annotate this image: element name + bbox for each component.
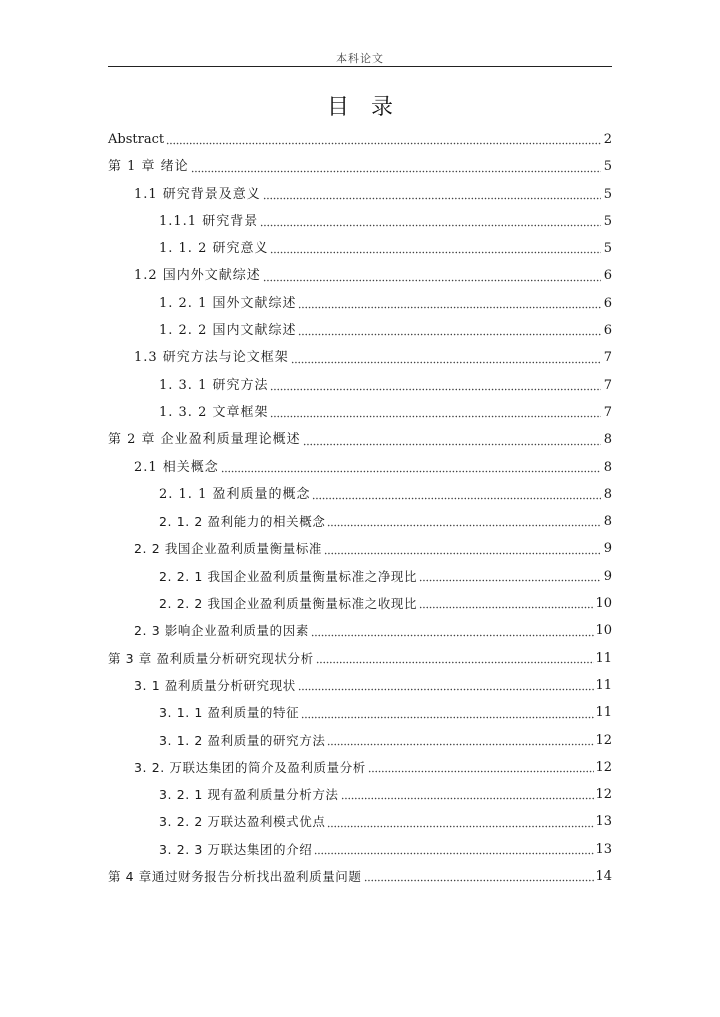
toc-entry-title: 2. 2 我国企业盈利质量衡量标准 xyxy=(134,541,323,557)
toc-entry-page-number: 5 xyxy=(603,213,612,229)
toc-entry[interactable] xyxy=(108,836,612,863)
toc-entry[interactable] xyxy=(108,508,612,535)
toc-leader-dots xyxy=(316,654,595,664)
toc-entry[interactable] xyxy=(108,481,612,508)
toc-list xyxy=(108,126,612,890)
toc-entry[interactable] xyxy=(108,208,612,235)
toc-entry-title: 第 1 章 绪论 xyxy=(108,159,189,175)
toc-entry-page-number: 7 xyxy=(603,377,612,393)
toc-leader-dots xyxy=(327,818,594,828)
toc-entry-title: 1.1.1 研究背景 xyxy=(159,213,259,229)
toc-entry-title: 第 2 章 企业盈利质量理论概述 xyxy=(108,432,301,448)
toc-entry-page-number: 5 xyxy=(603,159,612,175)
toc-entry-title: Abstract xyxy=(108,132,165,147)
toc-entry-page-number: 7 xyxy=(603,350,612,366)
toc-entry-title: 1. 1. 2 研究意义 xyxy=(159,241,269,257)
toc-entry[interactable] xyxy=(108,235,612,262)
toc-entry-page-number: 8 xyxy=(603,432,612,448)
toc-leader-dots xyxy=(419,572,601,582)
toc-entry-title: 2. 3 影响企业盈利质量的因素 xyxy=(134,623,309,639)
toc-entry-page-number: 5 xyxy=(603,186,612,202)
toc-entry[interactable] xyxy=(108,672,612,699)
toc-leader-dots xyxy=(327,736,594,746)
toc-entry-title: 2. 2. 1 我国企业盈利质量衡量标准之净现比 xyxy=(159,568,418,584)
toc-leader-dots xyxy=(314,845,594,855)
toc-leader-dots xyxy=(341,790,595,800)
toc-entry-title: 3. 2. 2 万联达盈利模式优点 xyxy=(159,814,326,830)
toc-entry-page-number: 2 xyxy=(603,132,612,147)
toc-entry[interactable] xyxy=(108,617,612,644)
toc-entry[interactable] xyxy=(108,426,612,453)
toc-entry-page-number: 11 xyxy=(595,677,612,693)
toc-entry-page-number: 6 xyxy=(603,323,612,339)
toc-entry[interactable] xyxy=(108,863,612,890)
toc-entry[interactable] xyxy=(108,181,612,208)
toc-entry-page-number: 11 xyxy=(595,650,612,666)
toc-leader-dots xyxy=(298,326,601,336)
toc-entry-title: 第 3 章 盈利质量分析研究现状分析 xyxy=(108,650,314,666)
toc-entry[interactable] xyxy=(108,754,612,781)
toc-entry[interactable] xyxy=(108,372,612,399)
toc-entry[interactable] xyxy=(108,535,612,562)
toc-entry-title: 3. 2. 1 现有盈利质量分析方法 xyxy=(159,787,339,803)
toc-leader-dots xyxy=(270,408,601,418)
toc-entry-page-number: 10 xyxy=(595,623,612,639)
toc-entry[interactable] xyxy=(108,454,612,481)
toc-entry-title: 第 4 章通过财务报告分析找出盈利质量问题 xyxy=(108,869,362,885)
toc-leader-dots xyxy=(270,244,601,254)
toc-entry[interactable] xyxy=(108,262,612,289)
toc-entry-title: 1. 3. 2 文章框架 xyxy=(159,404,269,420)
toc-leader-dots xyxy=(298,299,601,309)
toc-entry-title: 2.1 相关概念 xyxy=(134,459,219,475)
toc-leader-dots xyxy=(324,545,601,555)
toc-leader-dots xyxy=(191,163,601,173)
toc-leader-dots xyxy=(270,381,601,391)
toc-entry-page-number: 9 xyxy=(603,541,612,557)
toc-leader-dots xyxy=(327,517,601,527)
toc-entry[interactable] xyxy=(108,344,612,371)
toc-entry[interactable] xyxy=(108,699,612,726)
toc-entry[interactable] xyxy=(108,727,612,754)
toc-entry[interactable] xyxy=(108,317,612,344)
toc-entry-page-number: 8 xyxy=(603,514,612,530)
toc-leader-dots xyxy=(263,272,601,282)
toc-leader-dots xyxy=(312,490,601,500)
toc-title: 目录 xyxy=(326,95,415,120)
toc-entry-page-number: 11 xyxy=(595,705,612,721)
toc-entry-page-number: 10 xyxy=(595,596,612,612)
toc-entry-page-number: 13 xyxy=(595,814,612,830)
toc-entry-page-number: 9 xyxy=(603,568,612,584)
toc-entry-title: 2. 1. 2 盈利能力的相关概念 xyxy=(159,514,326,530)
toc-entry-title: 1.3 研究方法与论文框架 xyxy=(134,350,289,366)
toc-entry[interactable] xyxy=(108,808,612,835)
toc-leader-dots xyxy=(311,627,595,637)
running-header: 本科论文 xyxy=(336,52,384,65)
toc-entry-page-number: 12 xyxy=(595,787,612,803)
toc-leader-dots xyxy=(303,436,601,446)
toc-entry-title: 2. 1. 1 盈利质量的概念 xyxy=(159,486,311,502)
toc-entry[interactable] xyxy=(108,126,612,153)
toc-entry-page-number: 12 xyxy=(595,732,612,748)
toc-entry[interactable] xyxy=(108,563,612,590)
toc-entry[interactable] xyxy=(108,645,612,672)
toc-entry-title: 2. 2. 2 我国企业盈利质量衡量标准之收现比 xyxy=(159,596,418,612)
toc-leader-dots xyxy=(260,217,601,227)
toc-leader-dots xyxy=(364,872,595,882)
toc-entry-title: 3. 1. 2 盈利质量的研究方法 xyxy=(159,732,326,748)
toc-entry-title: 1. 2. 1 国外文献综述 xyxy=(159,295,297,311)
toc-leader-dots xyxy=(298,681,595,691)
toc-entry-title: 3. 2. 3 万联达集团的介绍 xyxy=(159,841,313,857)
toc-leader-dots xyxy=(221,463,601,473)
toc-entry-title: 1. 3. 1 研究方法 xyxy=(159,377,269,393)
toc-entry-page-number: 8 xyxy=(603,486,612,502)
toc-leader-dots xyxy=(263,190,601,200)
toc-leader-dots xyxy=(291,354,601,364)
toc-leader-dots xyxy=(166,135,601,145)
toc-entry[interactable] xyxy=(108,153,612,180)
header-rule xyxy=(108,66,612,67)
toc-leader-dots xyxy=(368,763,595,773)
toc-entry-title: 3. 1 盈利质量分析研究现状 xyxy=(134,677,296,693)
toc-entry[interactable] xyxy=(108,590,612,617)
toc-leader-dots xyxy=(301,709,594,719)
toc-leader-dots xyxy=(419,599,594,609)
toc-entry-title: 3. 1. 1 盈利质量的特征 xyxy=(159,705,300,721)
toc-entry-title: 1.2 国内外文献综述 xyxy=(134,268,261,284)
toc-entry-title: 1. 2. 2 国内文献综述 xyxy=(159,323,297,339)
toc-entry-page-number: 14 xyxy=(595,869,612,885)
toc-entry-page-number: 6 xyxy=(603,268,612,284)
toc-entry-page-number: 13 xyxy=(595,841,612,857)
toc-entry-page-number: 8 xyxy=(603,459,612,475)
toc-entry-title: 3. 2. 万联达集团的简介及盈利质量分析 xyxy=(134,759,366,775)
toc-entry[interactable] xyxy=(108,290,612,317)
toc-entry-title: 1.1 研究背景及意义 xyxy=(134,186,261,202)
toc-entry[interactable] xyxy=(108,399,612,426)
toc-entry-page-number: 12 xyxy=(595,759,612,775)
toc-entry[interactable] xyxy=(108,781,612,808)
toc-entry-page-number: 7 xyxy=(603,404,612,420)
toc-entry-page-number: 5 xyxy=(603,241,612,257)
toc-entry-page-number: 6 xyxy=(603,295,612,311)
